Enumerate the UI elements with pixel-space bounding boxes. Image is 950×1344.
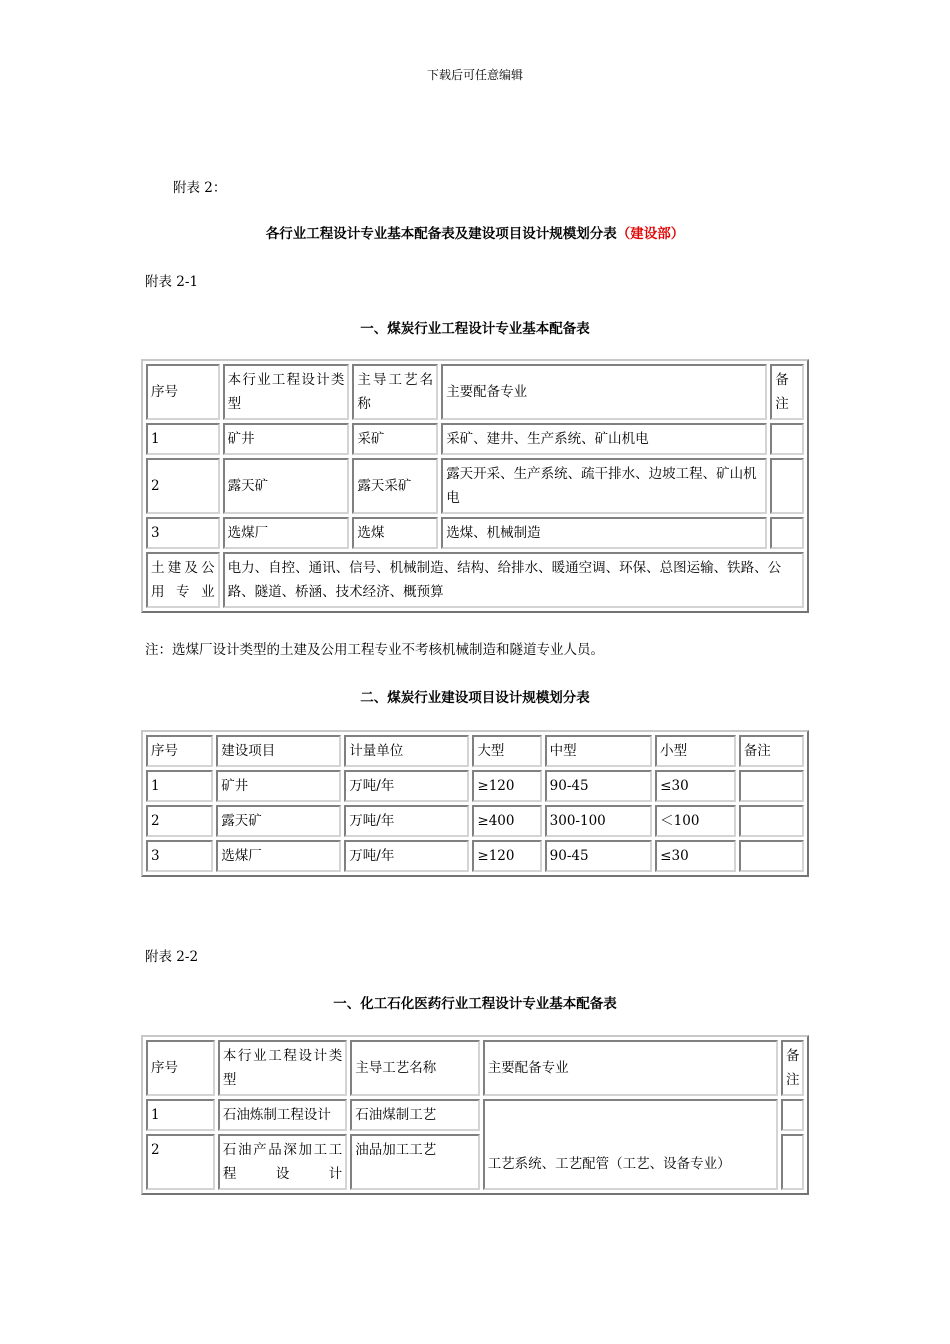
- header-cell: 序号: [146, 364, 220, 420]
- table-cell: 3: [146, 517, 220, 549]
- table-cell: 石油煤制工艺: [350, 1099, 479, 1131]
- main-title-suffix: （建设部）: [616, 226, 685, 242]
- table-cell: 油品加工工艺: [350, 1134, 479, 1190]
- header-cell: 主导工艺名称: [352, 364, 438, 420]
- table-cell: 露天采矿: [352, 458, 438, 514]
- header-cell: 计量单位: [344, 735, 469, 767]
- table-cell: ≥400: [472, 805, 541, 837]
- table-cell: [770, 423, 804, 455]
- table-header-row: [146, 735, 804, 767]
- header-cell: 小型: [655, 735, 736, 767]
- coal-staffing-table: [141, 359, 809, 613]
- table-cell: 矿井: [216, 770, 341, 802]
- table-cell: ≥120: [472, 770, 541, 802]
- table-cell: 万吨/年: [344, 805, 469, 837]
- table-row: [146, 458, 804, 514]
- table-cell: ≤30: [655, 770, 736, 802]
- coal-staffing-table-title: 一、煤炭行业工程设计专业基本配备表: [360, 321, 590, 337]
- table-cell: 90-45: [545, 840, 653, 872]
- table-cell: 选煤、机械制造: [441, 517, 767, 549]
- table-cell: [770, 517, 804, 549]
- table-cell: ≥120: [472, 840, 541, 872]
- table-cell: 选煤厂: [216, 840, 341, 872]
- header-cell: 主导工艺名称: [350, 1040, 479, 1096]
- section1-label: 附表 2-1: [145, 274, 199, 290]
- table-cell: [770, 458, 804, 514]
- footer-value-cell: 电力、自控、通讯、信号、机械制造、结构、给排水、暖通空调、环保、总图运输、铁路、公路、隧道、桥涵、技术经济、概预算: [223, 552, 804, 608]
- header-cell: 备注: [781, 1040, 804, 1096]
- table-cell: [739, 770, 804, 802]
- coal-scale-table: [141, 730, 809, 877]
- section2-label: 附表 2-2: [145, 949, 199, 965]
- table-cell: ≤30: [655, 840, 736, 872]
- header-cell: 序号: [146, 1040, 215, 1096]
- table-row: [146, 770, 804, 802]
- table-cell: 石油炼制工程设计: [218, 1099, 347, 1131]
- main-title: [0, 222, 950, 242]
- table-cell: 300-100: [545, 805, 653, 837]
- header-cell: 备注: [739, 735, 804, 767]
- table-cell: 露天矿: [216, 805, 341, 837]
- table-row: [146, 517, 804, 549]
- table-cell: 2: [146, 1134, 215, 1190]
- table-cell: 露天开采、生产系统、疏干排水、边坡工程、矿山机电: [441, 458, 767, 514]
- table-cell: [739, 840, 804, 872]
- table-cell: 2: [146, 805, 213, 837]
- table-cell: 万吨/年: [344, 840, 469, 872]
- table-row: [146, 423, 804, 455]
- table-cell: 90-45: [545, 770, 653, 802]
- table-row: [146, 805, 804, 837]
- table-cell: 1: [146, 1099, 215, 1131]
- table-row: [146, 840, 804, 872]
- table-cell: 采矿: [352, 423, 438, 455]
- table-cell: [781, 1134, 804, 1190]
- chemical-staffing-table: [141, 1035, 809, 1195]
- header-cell: 大型: [472, 735, 541, 767]
- table-cell: 2: [146, 458, 220, 514]
- header-cell: 主要配备专业: [483, 1040, 778, 1096]
- header-cell: 本行业工程设计类型: [218, 1040, 347, 1096]
- header-cell: 本行业工程设计类型: [223, 364, 350, 420]
- table-cell: 采矿、建井、生产系统、矿山机电: [441, 423, 767, 455]
- table-footer-row: [146, 552, 804, 608]
- header-cell: 建设项目: [216, 735, 341, 767]
- table-cell: 石油产品深加工工程设计: [218, 1134, 347, 1190]
- header-cell: 中型: [545, 735, 653, 767]
- footer-label-cell: 土建及公用专业: [146, 552, 220, 608]
- table-header-row: [146, 364, 804, 420]
- header-cell: 主要配备专业: [441, 364, 767, 420]
- table-cell: ＜100: [655, 805, 736, 837]
- coal-scale-table-title: 二、煤炭行业建设项目设计规模划分表: [360, 690, 590, 706]
- table-cell: 1: [146, 770, 213, 802]
- table-cell: 选煤厂: [223, 517, 350, 549]
- chemical-staffing-table-title: 一、化工石化医药行业工程设计专业基本配备表: [333, 996, 617, 1012]
- table-cell: 万吨/年: [344, 770, 469, 802]
- header-cell: 序号: [146, 735, 213, 767]
- table-row: [146, 1099, 804, 1131]
- page-header: 下载后可任意编辑: [426, 68, 523, 82]
- note-text: 注：选煤厂设计类型的土建及公用工程专业不考核机械制造和隧道专业人员。: [145, 642, 604, 658]
- table-cell: 露天矿: [223, 458, 350, 514]
- appendix-label: 附表 2：: [173, 180, 227, 196]
- table-cell: 1: [146, 423, 220, 455]
- table-cell: [781, 1099, 804, 1131]
- table-cell: [739, 805, 804, 837]
- table-cell: 3: [146, 840, 213, 872]
- table-cell: 矿井: [223, 423, 350, 455]
- table-header-row: [146, 1040, 804, 1096]
- main-title-text: 各行业工程设计专业基本配备表及建设项目设计规模划分表: [265, 226, 617, 242]
- table-cell: 选煤: [352, 517, 438, 549]
- header-cell: 备注: [770, 364, 804, 420]
- merged-specialty-cell: 工艺系统、工艺配管（工艺、设备专业）: [483, 1099, 778, 1190]
